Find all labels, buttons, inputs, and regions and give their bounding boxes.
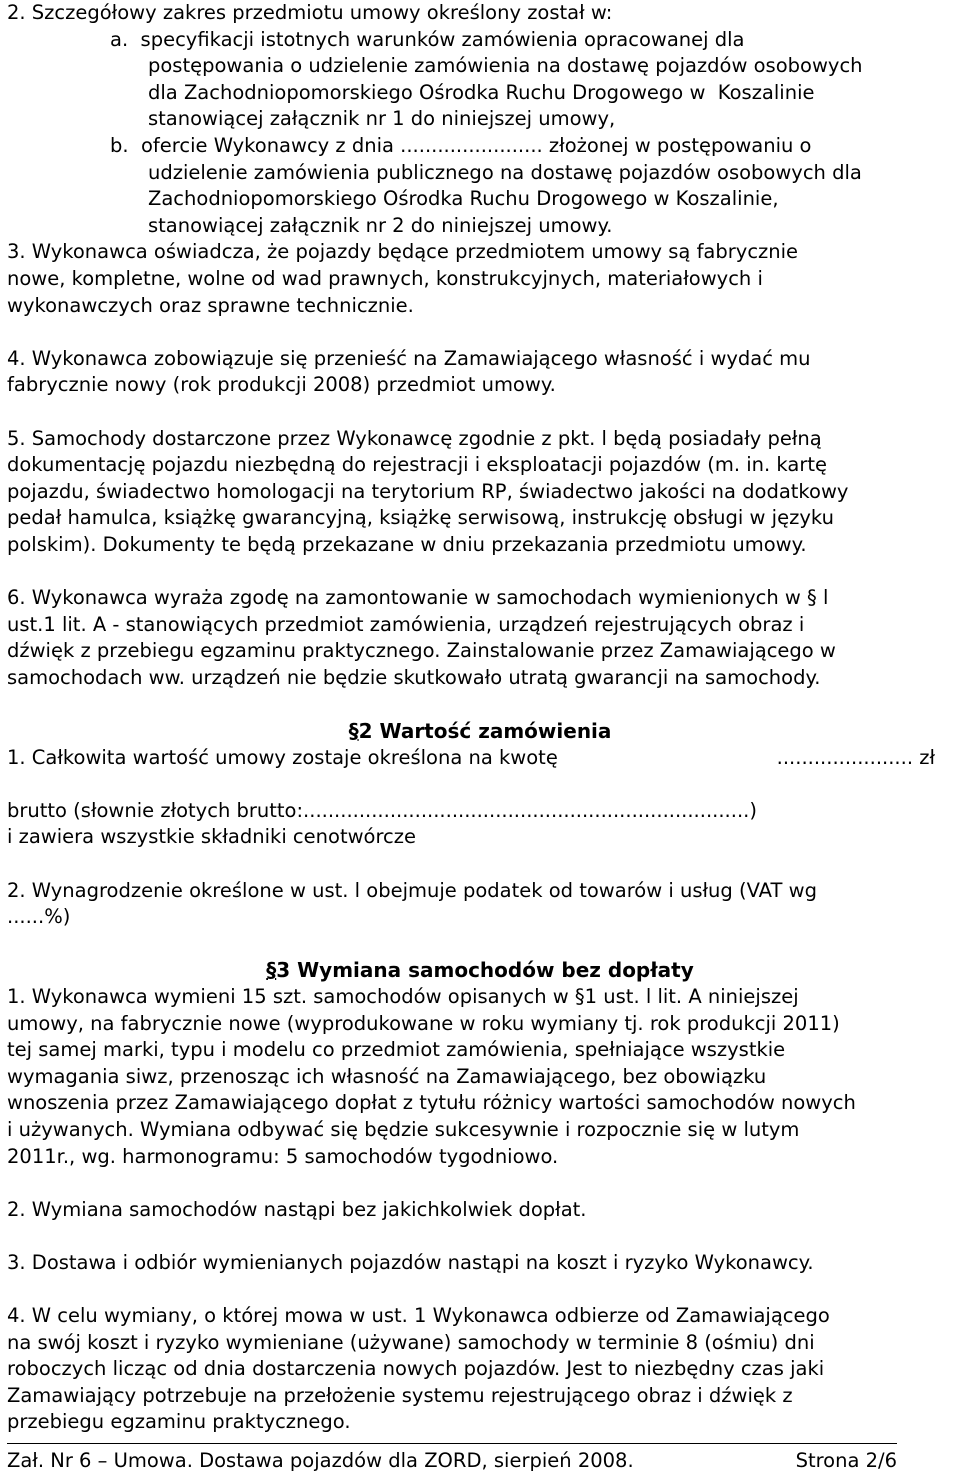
remuneration-line: 2. Wynagrodzenie określone w ust. l obejmuje podatek od towarów i usług (VAT wg	[7, 878, 817, 902]
paragraph-6-line: dźwięk z przebiegu egzaminu praktycznego. Zainstalowanie przez Zamawiającego w	[7, 639, 836, 663]
paragraph-5-line: dokumentację pojazdu niezbędną do rejestracji i eksploatacji pojazdów (m. in. kartę	[7, 453, 827, 477]
gross-words-line: brutto (słownie złotych brutto:........................................................................)	[7, 798, 757, 822]
item-a-line: postępowania o udzielenie zamówienia na dostawę pojazdów osobowych	[148, 54, 863, 78]
paragraph-6-line: samochodach ww. urządzeń nie będzie skutkowało utratą gwarancji na samochody.	[7, 665, 821, 689]
paragraph-6-line: 6. Wykonawca wyraża zgodę na zamontowanie w samochodach wymienionych w § l	[7, 586, 829, 610]
document-page	[7, 0, 953, 1436]
section-3-point-1-line: umowy, na fabrycznie nowe (wyprodukowane w roku wymiany tj. rok produkcji 2011)	[7, 1011, 840, 1035]
section-3-point-1-line: wnoszenia przez Zamawiającego dopłat z tytułu różnicy wartości samochodów nowych	[7, 1091, 856, 1115]
price-components-line: i zawiera wszystkie składniki cenotwórcze	[7, 825, 417, 849]
paragraph-3-line: wykonawczych oraz sprawne technicznie.	[7, 293, 414, 317]
page-footer	[7, 1443, 897, 1475]
paragraph-3-line: nowe, kompletne, wolne od wad prawnych, konstrukcyjnych, materiałowych i	[7, 266, 763, 290]
section-3-point-1-line: tej samej marki, typu i modelu co przedmiot zamówienia, spełniające wszystkie	[7, 1038, 786, 1062]
item-b-line: stanowiącej załącznik nr 2 do niniejszej umowy.	[148, 213, 613, 237]
item-b-line: b. ofercie Wykonawcy z dnia ....................... złożonej w postępowaniu o	[110, 133, 812, 157]
section-3-point-1-line: 2011r., wg. harmonogramu: 5 samochodów tygodniowo.	[7, 1144, 559, 1168]
section-3-point-4-line: roboczych licząc od dnia dostarczenia nowych pojazdów. Jest to niezbędny czas jaki	[7, 1357, 825, 1381]
total-value-amount: ...................... zł	[776, 745, 935, 769]
section-2-title: 2 Wartość zamówienia	[358, 719, 612, 744]
section-symbol: §	[348, 719, 359, 744]
section-3-point-4-line: na swój koszt i ryzyko wymieniane (używane) samochody w terminie 8 (ośmiu) dni	[7, 1330, 815, 1354]
item-b-line: udzielenie zamówienia publicznego na dostawę pojazdów osobowych dla	[148, 160, 862, 184]
section-3-point-1-line: wymagania siwz, przenosząc ich własność na Zamawiającego, bez obowiązku	[7, 1064, 767, 1088]
vat-rate-line: ......%)	[7, 905, 71, 929]
item-b-line: Zachodniopomorskiego Ośrodka Ruchu Drogowego w Koszalinie,	[148, 187, 779, 211]
paragraph-6-line: ust.1 lit. A - stanowiących przedmiot zamówienia, urządzeń rejestrujących obraz i	[7, 612, 805, 636]
footer-page-number: Strona 2/6	[795, 1449, 897, 1472]
item-a-line: dla Zachodniopomorskiego Ośrodka Ruchu Drogowego w Koszalinie	[148, 80, 815, 104]
section-3-title: 3 Wymiana samochodów bez dopłaty	[276, 958, 694, 983]
section-symbol: §	[266, 958, 277, 983]
section-3-point-4-line: Zamawiający potrzebuje na przełożenie systemu rejestrującego obraz i dźwięk z	[7, 1383, 793, 1407]
paragraph-3-line: 3. Wykonawca oświadcza, że pojazdy będące przedmiotem umowy są fabrycznie	[7, 240, 799, 264]
item-a-line: a. specyfikacji istotnych warunków zamówienia opracowanej dla	[110, 27, 745, 51]
section-3-point-3: 3. Dostawa i odbiór wymienianych pojazdów nastąpi na koszt i ryzyko Wykonawcy.	[7, 1250, 814, 1274]
paragraph-5-line: 5. Samochody dostarczone przez Wykonawcę zgodnie z pkt. l będą posiadały pełną	[7, 426, 822, 450]
section-3-heading	[7, 957, 953, 984]
paragraph-4-line: fabrycznie nowy (rok produkcji 2008) przedmiot umowy.	[7, 373, 556, 397]
section-3-point-2: 2. Wymiana samochodów nastąpi bez jakichkolwiek dopłat.	[7, 1197, 587, 1221]
section-3-point-1-line: 1. Wykonawca wymieni 15 szt. samochodów opisanych w §1 ust. l lit. A niniejszej	[7, 984, 799, 1008]
section-3-point-4-line: 4. W celu wymiany, o której mowa w ust. 1 Wykonawca odbierze od Zamawiającego	[7, 1304, 830, 1328]
section-2-heading	[7, 718, 953, 745]
paragraph-5-line: pedał hamulca, książkę gwarancyjną, książkę serwisową, instrukcję obsługi w języku	[7, 506, 834, 530]
section-3-point-4-line: przebiegu egzaminu praktycznego.	[7, 1410, 351, 1434]
paragraph-5-line: pojazdu, świadectwo homologacji na terytorium RP, świadectwo jakości na dodatkowy	[7, 479, 849, 503]
total-value-line	[7, 745, 953, 772]
item-a-line: stanowiącej załącznik nr 1 do niniejszej umowy,	[148, 107, 616, 131]
paragraph-2-intro: 2. Szczegółowy zakres przedmiotu umowy określony został w:	[7, 1, 613, 24]
section-3-point-1-line: i używanych. Wymiana odbywać się będzie sukcesywnie i rozpocznie się w lutym	[7, 1117, 800, 1141]
footer-document-info: Zał. Nr 6 – Umowa. Dostawa pojazdów dla ZORD, sierpień 2008.	[7, 1449, 634, 1472]
paragraph-4-line: 4. Wykonawca zobowiązuje się przenieść na Zamawiającego własność i wydać mu	[7, 346, 811, 370]
paragraph-5-line: polskim). Dokumenty te będą przekazane w dniu przekazania przedmiotu umowy.	[7, 532, 807, 556]
total-value-label: 1. Całkowita wartość umowy zostaje określona na kwotę	[7, 745, 558, 769]
